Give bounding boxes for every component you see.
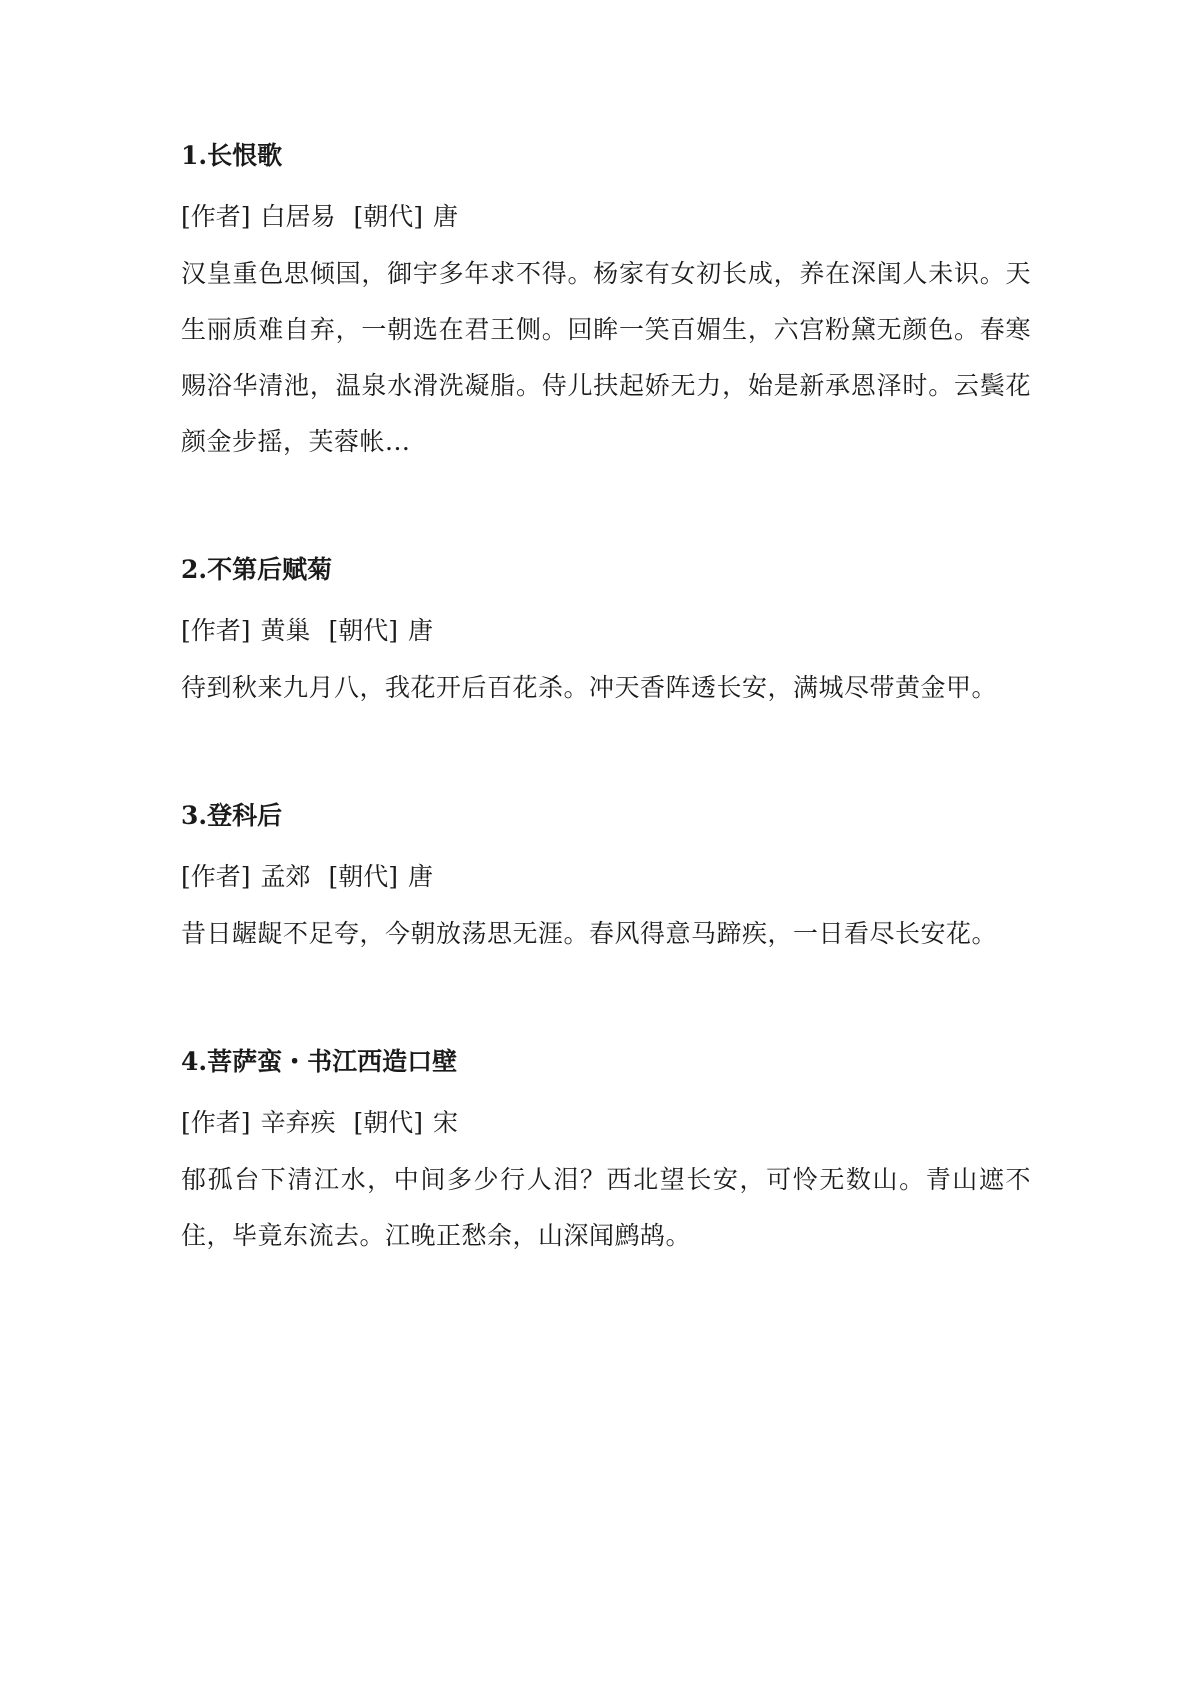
poem-text: 昔日龌龊不足夸，今朝放荡思无涯。春风得意马蹄疾，一日看尽长安花。 (181, 919, 998, 948)
dynasty-name: 唐 (433, 202, 459, 231)
dynasty-label: [朝代] (328, 862, 398, 891)
author-label: [作者] (181, 1108, 251, 1137)
poem-title: 3.登科后 (181, 801, 283, 830)
dynasty-name: 宋 (433, 1108, 459, 1137)
dynasty-name: 唐 (408, 616, 434, 645)
poem-text: 郁孤台下清江水，中间多少行人泪？西北望长安，可怜无数山。青山遮不住，毕竟东流去。江晚正愁余，山深闻鹧鸪。 (181, 1165, 1031, 1250)
author-name: 黄巢 (260, 616, 311, 645)
poem-text: 汉皇重色思倾国，御宇多年求不得。杨家有女初长成，养在深闺人未识。天生丽质难自弃，一朝选在君王侧。回眸一笑百媚生，六宫粉黛无颜色。春寒赐浴华清池，温泉水滑洗凝脂。侍儿扶起娇无力，始是新承恩泽时。云鬓花颜金步摇，芙蓉帐... (181, 259, 1031, 456)
author-name: 辛弃疾 (260, 1108, 336, 1137)
author-label: [作者] (181, 862, 251, 891)
author-name: 孟郊 (260, 862, 311, 891)
author-label: [作者] (181, 616, 251, 645)
poem-title: 4.菩萨蛮・书江西造口壁 (181, 1047, 458, 1076)
dynasty-label: [朝代] (328, 616, 398, 645)
dynasty-label: [朝代] (353, 202, 423, 231)
poem-text: 待到秋来九月八，我花开后百花杀。冲天香阵透长安，满城尽带黄金甲。 (181, 673, 998, 702)
poem-meta (181, 1107, 1031, 1139)
document-page (181, 140, 1031, 1289)
poem-meta (181, 861, 1031, 893)
poem-1 (181, 140, 1031, 470)
poem-title: 1.长恨歌 (181, 141, 283, 170)
poem-meta (181, 615, 1031, 647)
poem-2 (181, 554, 1031, 716)
poem-4 (181, 1046, 1031, 1264)
poem-title: 2.不第后赋菊 (181, 555, 333, 584)
author-label: [作者] (181, 202, 251, 231)
poem-meta (181, 201, 1031, 233)
poem-3 (181, 800, 1031, 962)
dynasty-name: 唐 (408, 862, 434, 891)
dynasty-label: [朝代] (353, 1108, 423, 1137)
author-name: 白居易 (260, 202, 336, 231)
